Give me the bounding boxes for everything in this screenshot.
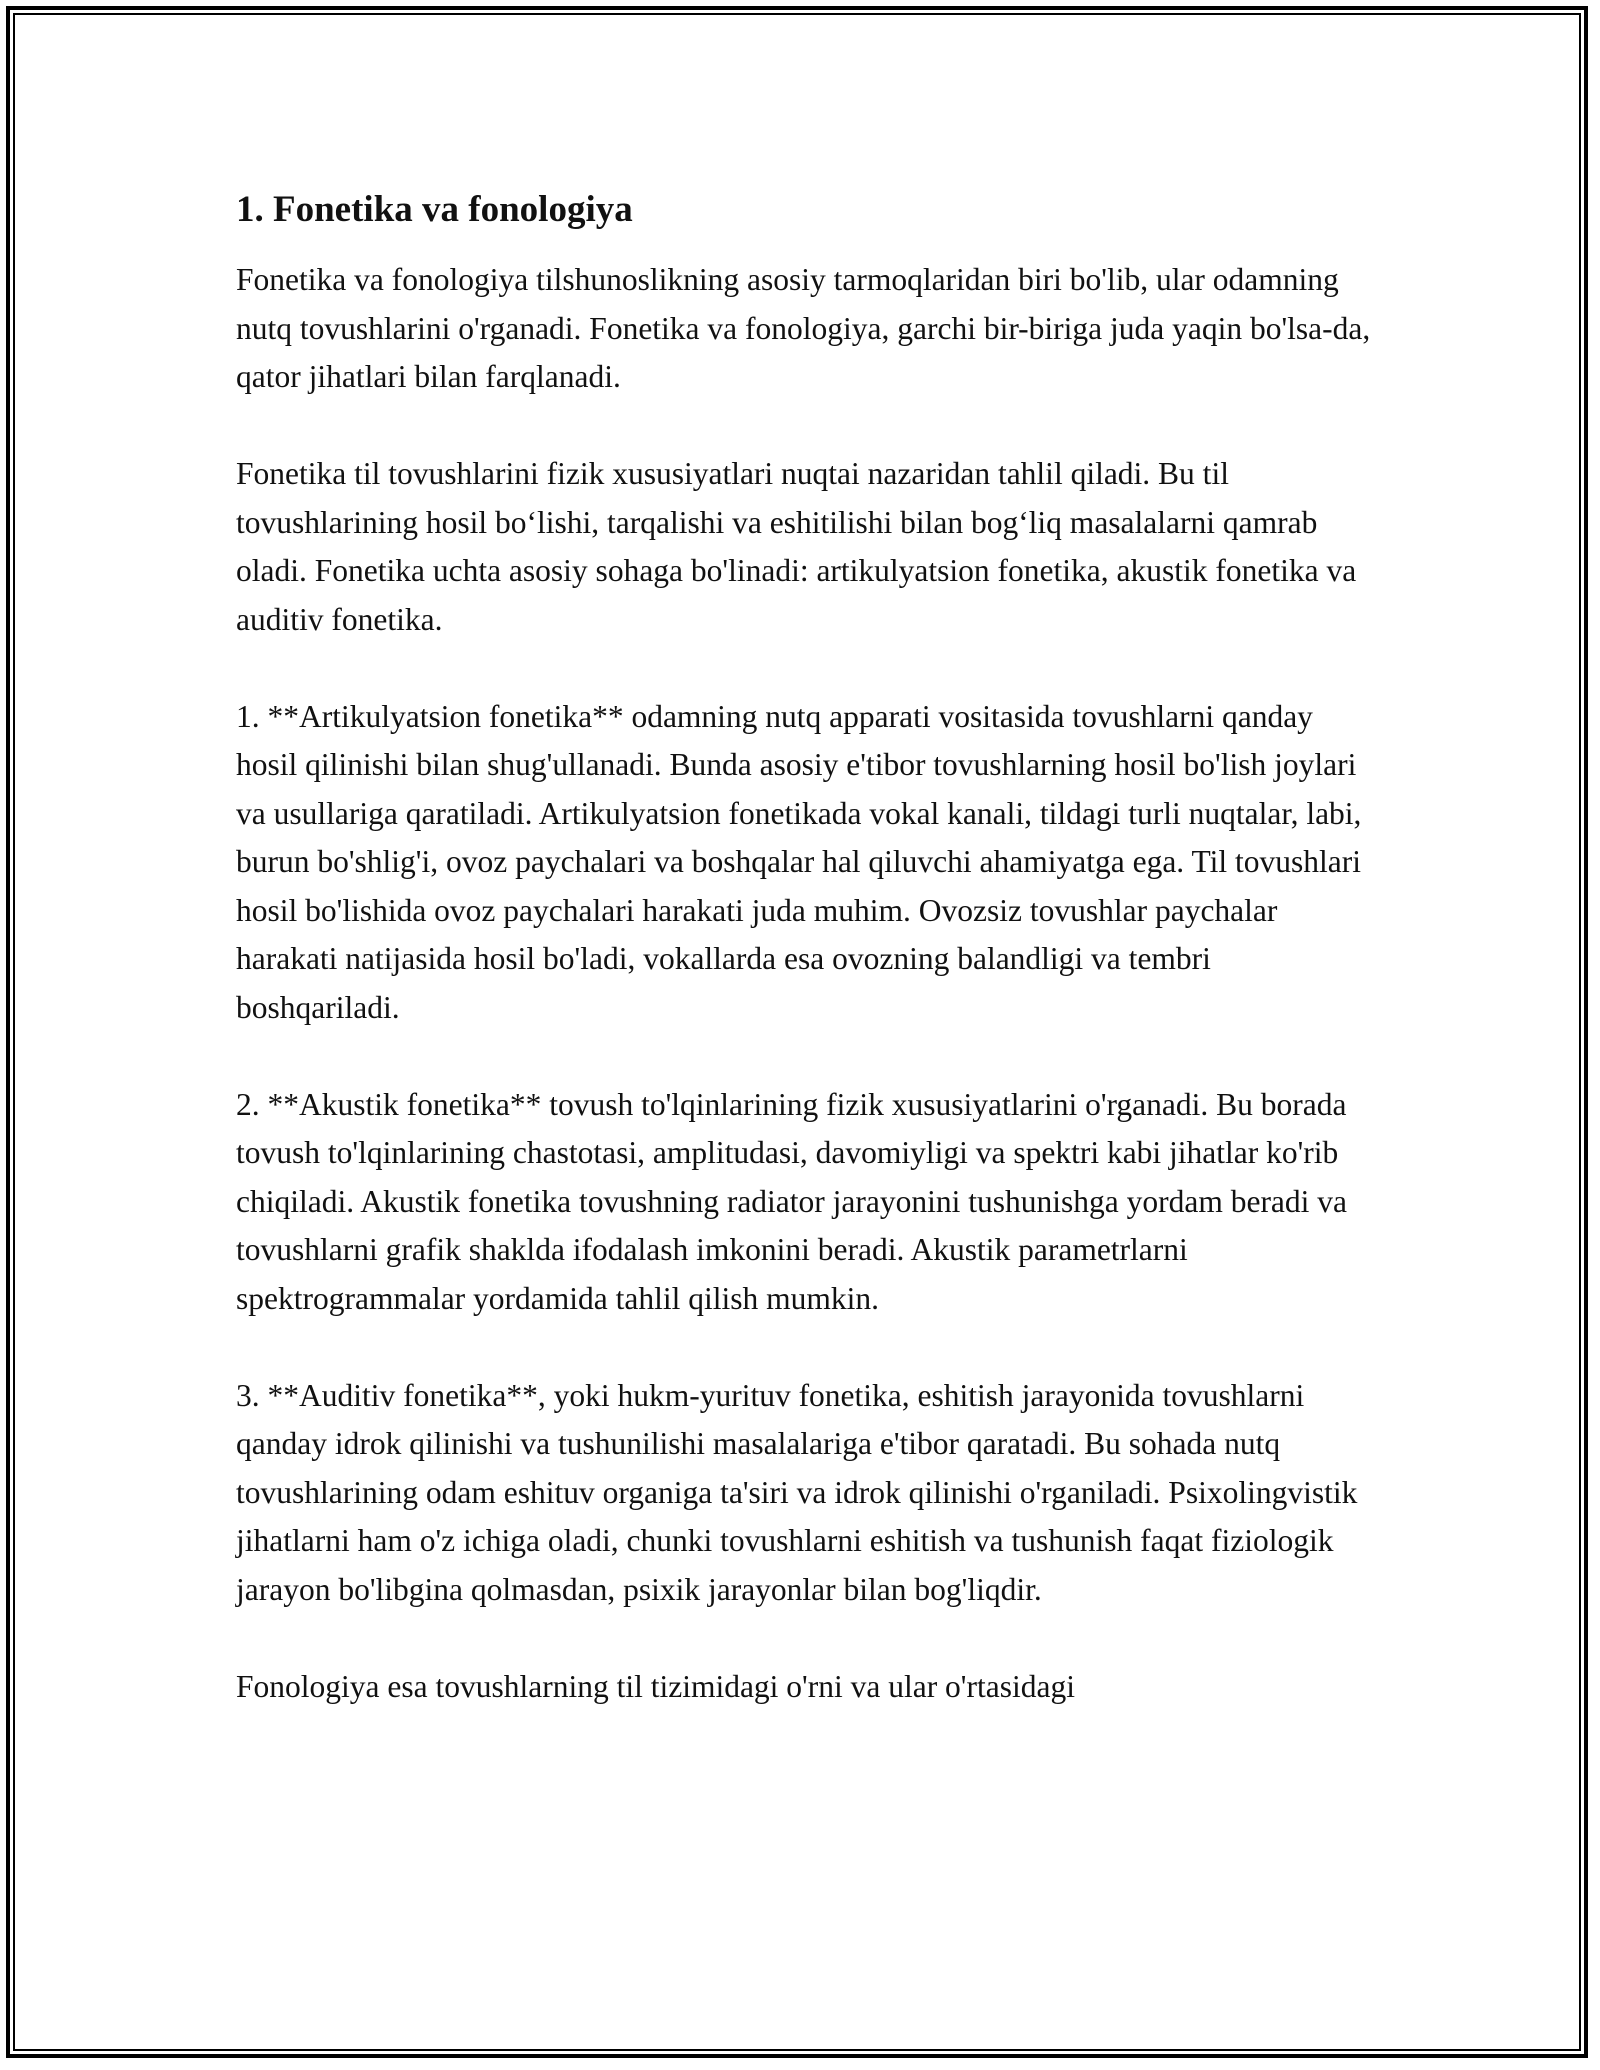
paragraph-intro: Fonetika va fonologiya tilshunoslikning asosiy tarmoqlaridan biri bo'lib, ular odamning nutq tovushlarini o'rganadi. Fonetika va fonologiya, garchi bir-biriga juda yaqin bo'lsa-da, qator jihatlari bilan farqlanadi. [236,262,1371,394]
paragraph-acoustic-phonetics: 2. **Akustik fonetika** tovush to'lqinlarining fizik xususiyatlarini o'rganadi. Bu borada tovush to'lqinlarining chastotasi, amplitudasi, davomiyligi va spektri kabi jihatlar ko'rib chiqiladi. Akustik fonetika tovushning radiator jarayonini tushunishga yordam beradi va tovushlarni grafik shaklda ifodalash imkonini beradi. Akustik parametrlarni spektrogrammalar yordamida tahlil qilish mumkin. [236,1086,1348,1316]
section-heading: 1. Fonetika va fonologiya [236,189,633,230]
paragraph-phonology: Fonologiya esa tovushlarning til tizimidagi o'rni va ular o'rtasidagi [236,1668,1075,1704]
paragraph-articulatory-phonetics: 1. **Artikulyatsion fonetika** odamning nutq apparati vositasida tovushlarni qanday hosil qilinishi bilan shug'ullanadi. Bunda asosiy e'tibor tovushlarning hosil bo'lish joylari va usullariga qaratiladi. Artikulyatsion fonetikada vokal kanali, tildagi turli nuqtalar, labi, burun bo'shlig'i, ovoz paychalari va boshqalar hal qiluvchi ahamiyatga ega. Til tovushlari hosil bo'lishida ovoz paychalari harakati juda muhim. Ovozsiz tovushlar paychalar harakati natijasida hosil bo'ladi, vokallarda esa ovozning balandligi va tembri boshqariladi. [236,698,1362,1025]
paragraph-auditory-phonetics: 3. **Auditiv fonetika**, yoki hukm-yurituv fonetika, eshitish jarayonida tovushlarni qanday idrok qilinishi va tushunilishi masalalariga e'tibor qaratadi. Bu sohada nutq tovushlarining odam eshituv organiga ta'siri va idrok qilinishi o'rganiladi. Psixolingvistik jihatlarni ham o'z ichiga oladi, chunki tovushlarni eshitish va tushunish faqat fiziologik jarayon bo'libgina qolmasdan, psixik jarayonlar bilan bog'liqdir. [236,1377,1358,1607]
paragraph-phonetics-definition: Fonetika til tovushlarini fizik xususiyatlari nuqtai nazaridan tahlil qiladi. Bu til tovushlarining hosil bo‘lishi, tarqalishi va eshitilishi bilan bog‘liq masalalarni qamrab oladi. Fonetika uchta asosiy sohaga bo'linadi: artikulyatsion fonetika, akustik fonetika va auditiv fonetika. [236,456,1357,637]
document-body [236,186,1376,1760]
